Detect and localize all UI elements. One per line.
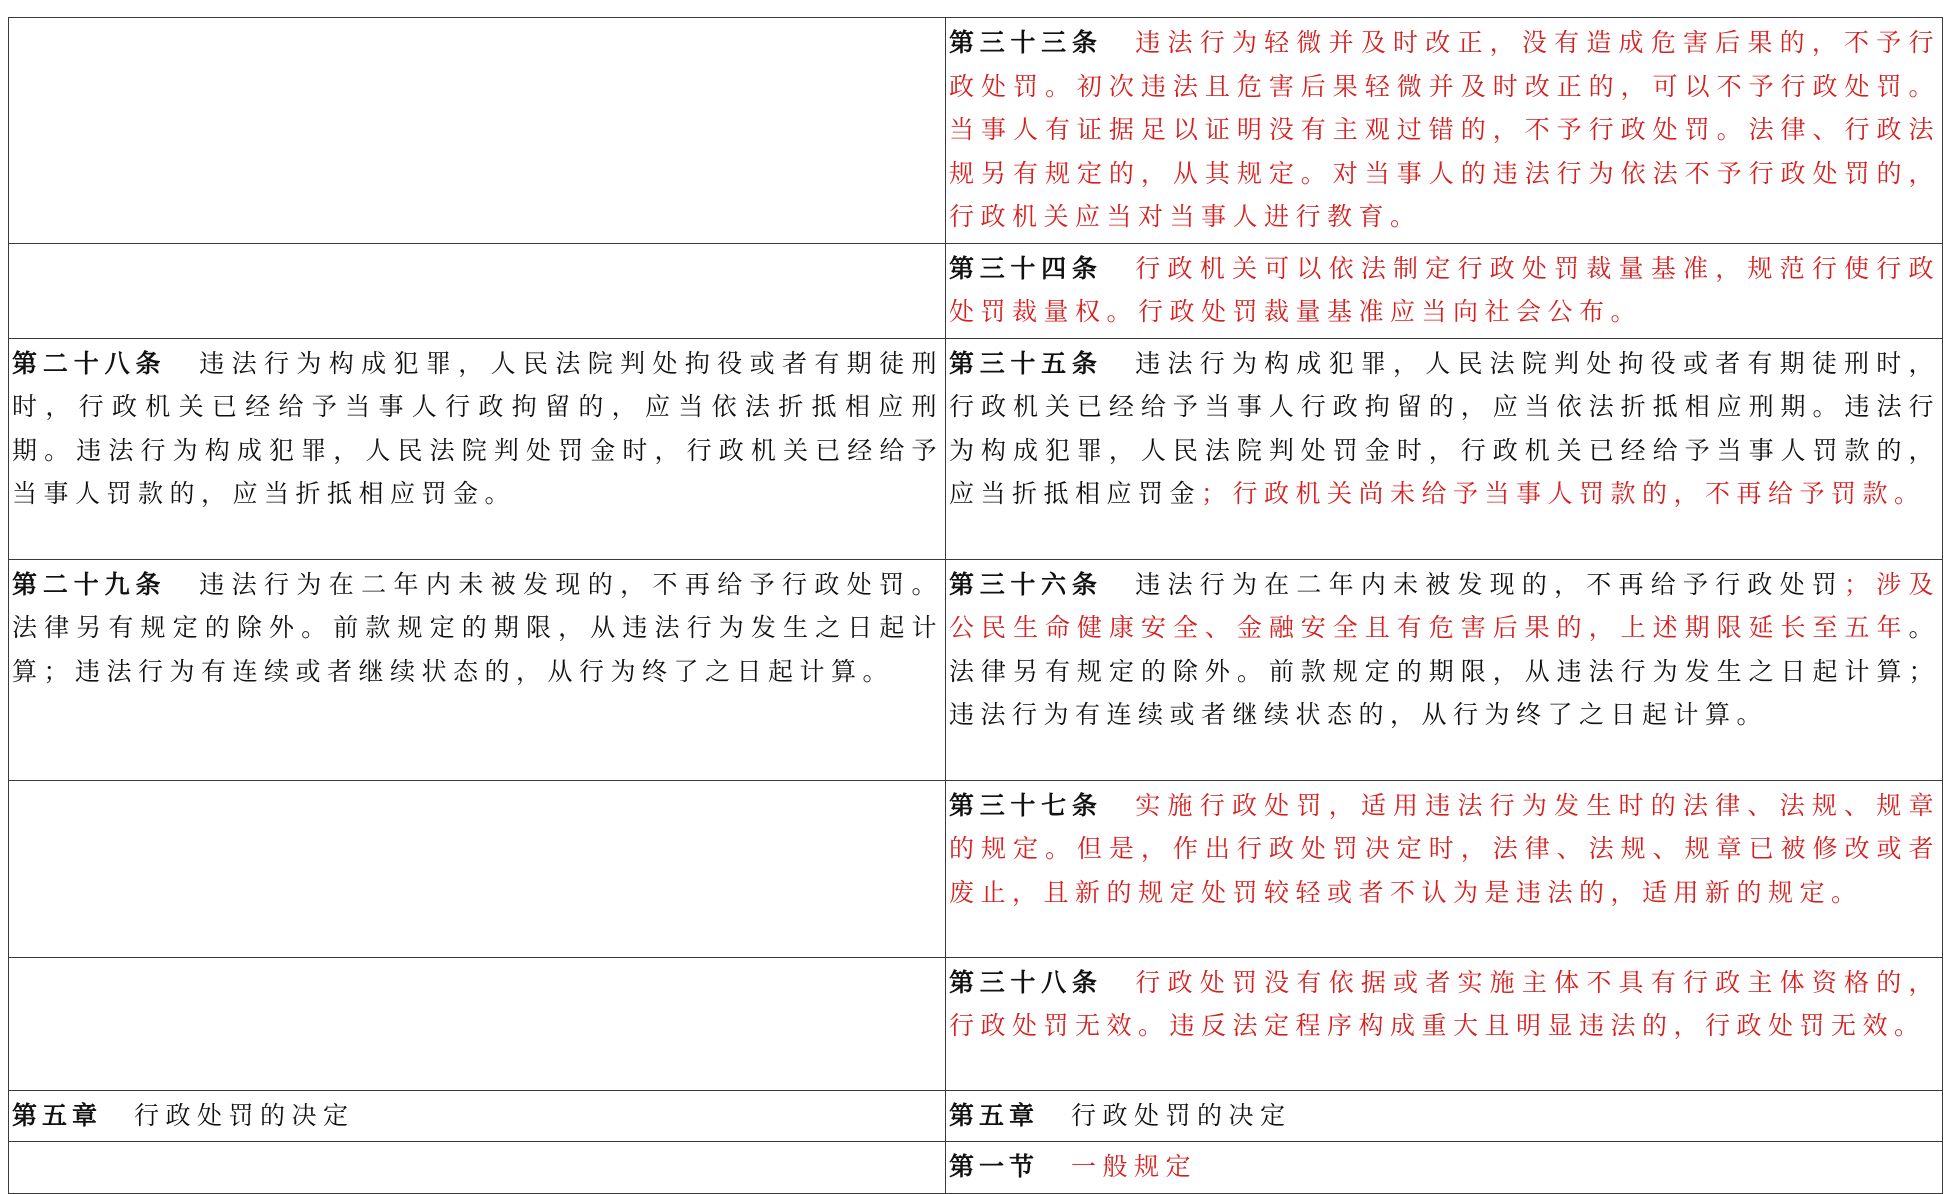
- article-body: 违法行为轻微并及时改正，没有造成危害后果的，不予行政处罚。初次违法且危害后果轻微并及时改正的，可以不予行政处罚。当事人有证据足以证明没有主观过错的，不予行政处罚。法律、行政法规另有规定的，从其规定。对当事人的违法行为依法不予行政处罚的，行政机关应当对当事人进行教育。: [949, 28, 1940, 231]
- new-text-cell: [946, 18, 1943, 244]
- article-body: 行政机关可以依法制定行政处罚裁量基准，规范行使行政处罚裁量权。行政处罚裁量基准应当向社会公布。: [949, 253, 1940, 326]
- new-text-cell: [946, 243, 1943, 338]
- old-text-cell: [9, 559, 946, 780]
- chapter-title: 行政处罚的决定: [1071, 1100, 1292, 1130]
- table-row: [9, 559, 1943, 780]
- old-text-cell: [9, 243, 946, 338]
- article-amendment: ；涉及公民生命健康安全、金融安全且有危害后果的，上述期限延长至五年: [949, 569, 1940, 642]
- article-heading: 第三十八条: [949, 967, 1103, 997]
- article-heading: 第三十四条: [949, 253, 1103, 283]
- new-text-cell: [946, 1142, 1943, 1194]
- old-text-cell: [9, 18, 946, 244]
- old-text-cell: [9, 957, 946, 1090]
- old-text-cell: [9, 1142, 946, 1194]
- table-row: [9, 338, 1943, 559]
- article-body: 违法行为在二年内未被发现的，不再给予行政处罚: [1134, 569, 1845, 599]
- table-row: [9, 957, 1943, 1090]
- new-text-cell: [946, 1090, 1943, 1142]
- table-row: [9, 780, 1943, 957]
- article-body: 违法行为构成犯罪，人民法院判处拘役或者有期徒刑时，行政机关已经给予当事人行政拘留的，应当依法折抵相应刑期。违法行为构成犯罪，人民法院判处罚金时，行政机关已经给予当事人罚款的，应当折抵相应罚金: [949, 348, 1940, 508]
- section-heading: 第一节: [949, 1152, 1040, 1181]
- article-heading: 第三十三条: [949, 28, 1103, 57]
- new-text-cell: [946, 338, 1943, 559]
- article-heading: 第三十七条: [949, 790, 1103, 820]
- old-text-cell: [9, 338, 946, 559]
- new-text-cell: [946, 559, 1943, 780]
- table-row: [9, 1090, 1943, 1142]
- new-text-cell: [946, 780, 1943, 957]
- article-heading: 第二十八条: [12, 348, 167, 378]
- article-amendment: ；行政机关尚未给予当事人罚款的，不再给予罚款。: [1201, 479, 1926, 508]
- article-body: 实施行政处罚，适用违法行为发生时的法律、法规、规章的规定。但是，作出行政处罚决定时，法律、法规、规章已被修改或者废止，且新的规定处罚较轻或者不认为是违法的，适用新的规定。: [949, 790, 1940, 907]
- article-body: 违法行为构成犯罪，人民法院判处拘役或者有期徒刑时，行政机关已经给予当事人行政拘留的，应当依法折抵相应刑期。违法行为构成犯罪，人民法院判处罚金时，行政机关已经给予当事人罚款的，应当折抵相应罚金。: [12, 348, 943, 508]
- article-body-continued: 。法律另有规定的除外。前款规定的期限，从违法行为发生之日起计算；违法行为有连续或者继续状态的，从行为终了之日起计算。: [949, 613, 1940, 729]
- article-heading: 第三十五条: [949, 348, 1103, 378]
- chapter-title: 行政处罚的决定: [134, 1100, 355, 1130]
- article-heading: 第二十九条: [12, 569, 167, 599]
- comparison-table-body: [9, 18, 1943, 1194]
- section-title: 一般规定: [1071, 1152, 1198, 1181]
- table-row: [9, 18, 1943, 244]
- article-body: 违法行为在二年内未被发现的，不再给予行政处罚。法律另有规定的除外。前款规定的期限，从违法行为发生之日起计算；违法行为有连续或者继续状态的，从行为终了之日起计算。: [12, 569, 943, 686]
- old-text-cell: [9, 1090, 946, 1142]
- table-row: [9, 243, 1943, 338]
- chapter-heading: 第五章: [949, 1100, 1040, 1130]
- chapter-heading: 第五章: [12, 1100, 103, 1130]
- old-text-cell: [9, 780, 946, 957]
- article-body: 行政处罚没有依据或者实施主体不具有行政主体资格的，行政处罚无效。违反法定程序构成重大且明显违法的，行政处罚无效。: [949, 967, 1940, 1040]
- new-text-cell: [946, 957, 1943, 1090]
- table-row: [9, 1142, 1943, 1194]
- comparison-table: [8, 17, 1943, 1194]
- article-heading: 第三十六条: [949, 569, 1103, 599]
